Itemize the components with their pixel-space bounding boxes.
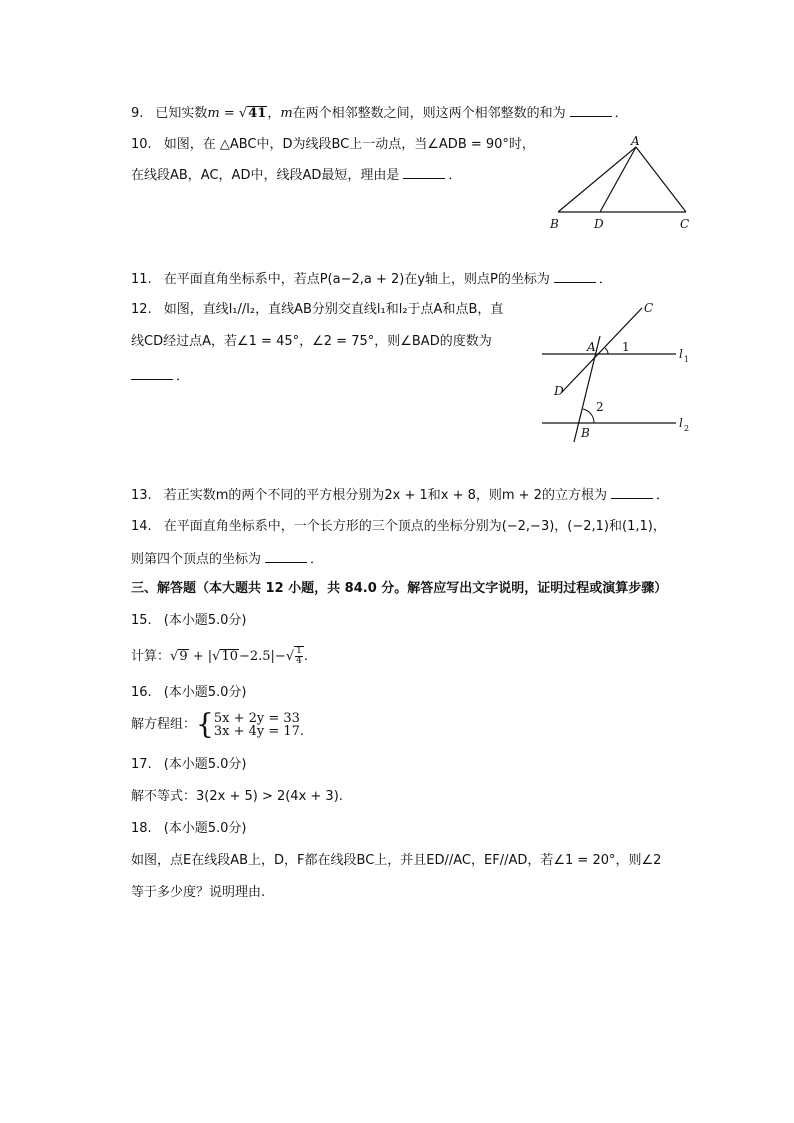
angle-1-arc [605,348,608,354]
label-d: D [554,384,564,398]
question-number: 10. [131,137,152,152]
question-text: 线CD经过点A，若∠1 = 45°，∠2 = 75°，则∠BAD的度数为 [131,334,492,349]
question-18-header [131,820,247,838]
period: ． [598,272,612,287]
period: ． [176,369,190,384]
question-number: 15. [131,613,152,628]
question-12-line3 [131,367,189,386]
line-cd [562,308,642,392]
question-9: 9. 已知实数m = √41，m在两个相邻整数之间，则这两个相邻整数的和为 ． [131,106,628,121]
question-text: 在平面直角坐标系中，若点P(a−2,a + 2)在y轴上，则点P的坐标为 [163,272,550,287]
angle-2-label: 2 [596,400,604,414]
question-11 [131,270,612,289]
section-heading: 三、解答题（本大题共 12 小题，共 84.0 分。解答应写出文字说明，证明过程或演算步骤） [131,581,668,596]
operator: −2.5|− [238,649,286,664]
question-number: 12. [131,302,152,317]
answer-blank[interactable] [265,550,307,563]
score-label: (本小题5.0分) [163,685,247,700]
question-10-line2 [131,166,461,185]
equation-2: 3x + 4y = 17 [213,723,300,739]
angle-2-arc [583,409,594,423]
segment-ac [636,147,686,212]
period: ． [310,552,324,567]
label-a: A [587,340,596,354]
question-text: 则第四个顶点的坐标为 [131,552,262,567]
score-label: (本小题5.0分) [163,613,247,628]
question-text: 解方程组： [131,717,197,732]
question-15-header [131,612,247,630]
numerator: 1 [296,646,302,656]
question-text: 在线段AB，AC，AD中，线段AD最短，理由是 [131,168,400,183]
question-14-line2 [131,550,323,569]
question-15-body: 计算：√9 + |√10−2.5|−√ $\frac{1}{4}$ . [131,646,308,666]
question-16-header [131,684,247,702]
score-label: (本小题5.0分) [163,757,247,772]
question-number: 11. [131,272,152,287]
period: ． [448,168,462,183]
segment-ab [558,147,636,212]
label-d: D [594,217,604,231]
question-12-line2 [131,333,492,351]
comma: ， [267,106,281,121]
answer-blank[interactable] [403,166,445,179]
equation-system [214,712,304,738]
question-number: 13. [131,488,152,503]
question-12-line1 [131,301,503,319]
question-number: 16. [131,685,152,700]
label-l2: l [679,416,683,430]
label-c: C [680,217,690,231]
question-number: 17. [131,757,152,772]
variable: m [280,106,293,121]
label-l2-subscript: 2 [684,424,690,433]
question-17-header [131,756,247,774]
variable: m [207,106,220,121]
question-number: 9. [131,106,144,121]
equation-2-row [214,725,304,738]
question-text: 如图，直线l₁//l₂，直线AB分别交直线l₁和l₂于点A和点B，直 [163,302,504,317]
segment-ad [600,147,636,212]
parallel-lines-figure [538,296,698,446]
sqrt-radicand: 10 [221,649,238,664]
label-a: A [631,134,640,148]
question-text: 在两个相邻整数之间，则这两个相邻整数的和为 [292,106,566,121]
question-text: 计算： [131,649,171,664]
question-18-line2: 等于多少度？说明理由. [131,885,266,900]
label-b: B [581,426,590,440]
question-16-body: 解方程组：{ 5x + 2y = 33 3x + 4y = 17. [131,707,305,741]
question-13 [131,486,669,505]
angle-1-label: 1 [622,340,630,354]
denominator: 4 [296,656,302,666]
period: ． [655,488,669,503]
equation-1: 5x + 2y = 33 [213,710,300,726]
fraction [295,647,303,666]
period: ． [614,106,628,121]
answer-blank[interactable] [611,486,653,499]
label-l1: l [679,347,683,361]
score-label: (本小题5.0分) [163,821,247,836]
question-18-line1: 如图，点E在线段AB上，D，F都在线段BC上，并且ED//AC，EF//AD，若∠1 = 20°，则∠2 [131,853,662,868]
operator: + | [188,649,213,664]
period: . [303,649,308,664]
question-17-body: 解不等式：3(2x + 5) > 2(4x + 3). [131,789,343,804]
equals: = [219,106,239,121]
question-number: 18. [131,821,152,836]
question-14-line1 [131,518,666,536]
label-b: B [550,217,559,231]
answer-blank[interactable] [131,367,173,380]
sqrt-radicand: 9 [179,649,188,664]
question-text: 若正实数m的两个不同的平方根分别为2x + 1和x + 8，则m + 2的立方根为 [163,488,607,503]
period: . [299,723,305,739]
sqrt-radicand: 41 [248,106,267,121]
label-l1-subscript: 1 [684,355,690,364]
question-10-line1 [131,136,535,154]
answer-blank[interactable] [554,270,596,283]
label-c: C [644,301,654,315]
question-text: 已知实数 [155,106,208,121]
triangle-abc-figure [548,134,698,234]
question-text: 在平面直角坐标系中，一个长方形的三个顶点的坐标分别为(−2,−3)，(−2,1)和(1,1)， [163,519,666,534]
question-text: 如图，在 △ABC中，D为线段BC上一动点，当∠ADB = 90°时， [163,137,535,152]
answer-blank[interactable] [570,104,612,117]
question-number: 14. [131,519,152,534]
